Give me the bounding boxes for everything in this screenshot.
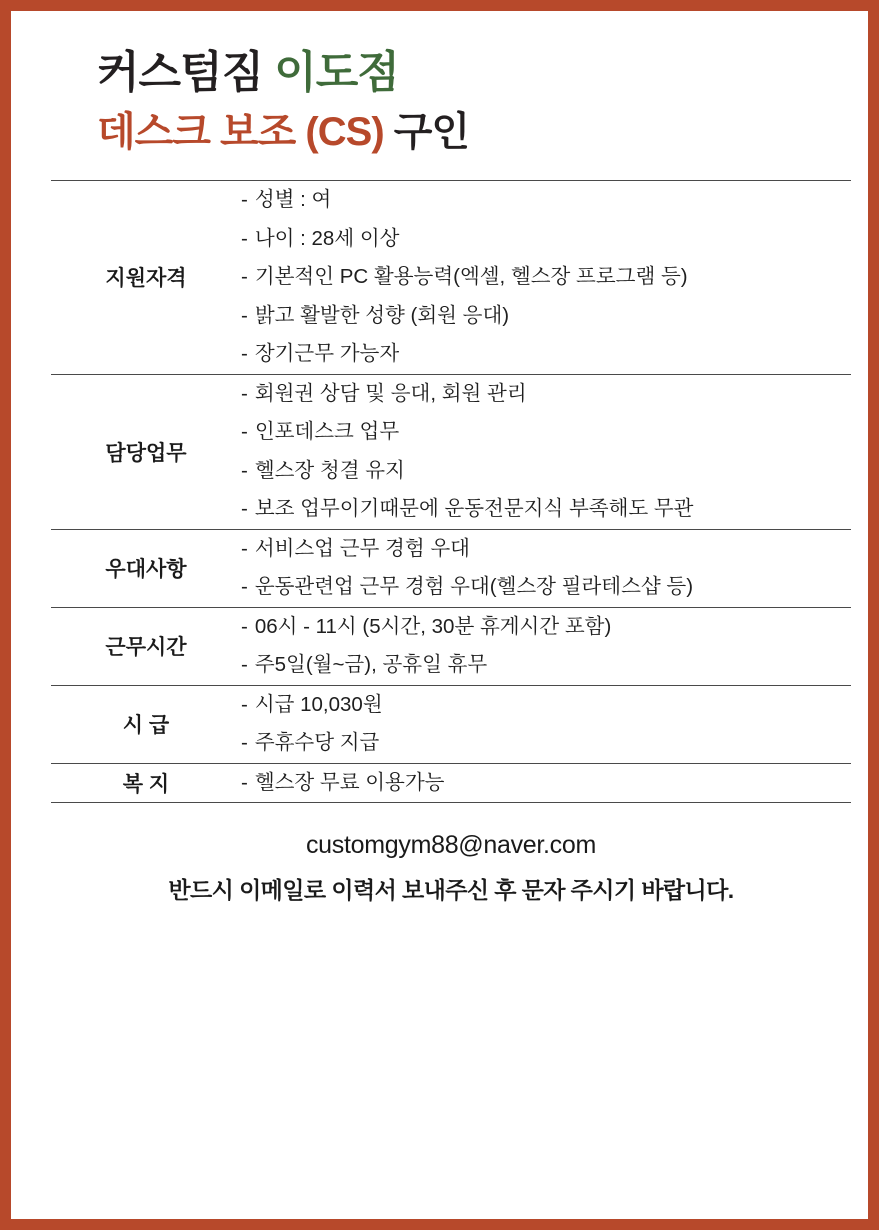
list-item-text: 나이 : 28세 이상 (254, 226, 400, 250)
list-item-text: 운동관련업 근무 경험 우대(헬스장 필라테스샵 등) (254, 575, 694, 598)
list-item-text: 인포데스크 업무 (254, 420, 400, 443)
gym-name: 커스텀짐 (97, 48, 275, 97)
row-content (241, 685, 851, 763)
dash-marker: - (241, 653, 248, 676)
dash-marker: - (241, 536, 248, 560)
list-item-text: 주휴수당 지급 (254, 731, 380, 754)
row-content (241, 763, 851, 803)
list-item (241, 297, 851, 336)
list-item (241, 258, 851, 297)
dash-marker: - (241, 420, 248, 443)
dash-marker: - (241, 692, 248, 716)
recruit-word: 구인 (383, 110, 470, 154)
application-note: 반드시 이메일로 이력서 보내주신 후 문자 주시기 바랍니다. (168, 877, 734, 903)
table-row (51, 763, 851, 803)
dash-marker: - (241, 614, 248, 638)
row-content (241, 181, 851, 375)
dash-marker: - (241, 381, 248, 405)
row-content (241, 529, 851, 607)
list-item-text: 서비스업 근무 경험 우대 (254, 536, 470, 560)
dash-marker: - (241, 731, 248, 754)
row-label: 담당업무 (105, 441, 187, 465)
row-label: 우대사항 (105, 558, 187, 581)
poster-footer (51, 803, 851, 905)
table-row (51, 607, 851, 685)
contact-email[interactable]: customgym88@naver.com (305, 831, 597, 859)
poster-title-block (51, 37, 828, 158)
dash-marker: - (241, 188, 248, 211)
list-item-text: 밝고 활발한 성향 (회원 응대) (254, 303, 510, 327)
dash-marker: - (241, 265, 248, 288)
list-item (241, 608, 851, 647)
table-row (51, 529, 851, 607)
list-item (241, 490, 851, 529)
row-label: 근무시간 (105, 636, 187, 659)
list-item (241, 335, 851, 374)
dash-marker: - (241, 497, 248, 520)
table-row (51, 181, 851, 375)
row-label: 시 급 (122, 714, 170, 737)
row-content (241, 607, 851, 685)
dash-marker: - (241, 770, 248, 794)
list-item-text: 06시 - 11시 (5시간, 30분 휴게시간 포함) (254, 614, 612, 638)
list-item (241, 530, 851, 569)
list-item-text: 회원권 상담 및 응대, 회원 관리 (254, 381, 527, 405)
dash-marker: - (241, 342, 248, 365)
table-row (51, 374, 851, 529)
list-item-text: 헬스장 청결 유지 (254, 458, 405, 482)
job-spec-table (51, 180, 851, 803)
list-item-text: 기본적인 PC 활용능력(엑셀, 헬스장 프로그램 등) (254, 265, 688, 288)
dash-marker: - (241, 226, 248, 250)
list-item-text: 주5일(월~금), 공휴일 휴무 (254, 653, 488, 676)
poster-title-line-1 (97, 45, 828, 100)
row-label: 지원자격 (105, 267, 187, 291)
dash-marker: - (241, 575, 248, 598)
list-item-text: 보조 업무이기때문에 운동전문지식 부족해도 무관 (254, 497, 694, 520)
dash-marker: - (241, 458, 248, 482)
list-item-text: 헬스장 무료 이용가능 (254, 770, 445, 794)
table-row (51, 685, 851, 763)
list-item (241, 181, 851, 220)
list-item-text: 장기근무 가능자 (254, 342, 400, 365)
branch-name: 이도점 (274, 48, 399, 97)
poster-title-line-2 (97, 106, 828, 158)
list-item (241, 724, 851, 763)
list-item (241, 375, 851, 414)
list-item (241, 452, 851, 491)
list-item (241, 764, 851, 803)
list-item-text: 성별 : 여 (254, 188, 332, 211)
list-item (241, 413, 851, 452)
position-name: 데스크 보조 (CS) (97, 110, 384, 154)
dash-marker: - (241, 303, 248, 327)
list-item (241, 646, 851, 685)
row-content (241, 374, 851, 529)
poster-inner (11, 11, 868, 1219)
list-item (241, 220, 851, 259)
list-item-text: 시급 10,030원 (254, 692, 383, 716)
list-item (241, 568, 851, 607)
list-item (241, 686, 851, 725)
row-label: 복 지 (122, 772, 170, 796)
